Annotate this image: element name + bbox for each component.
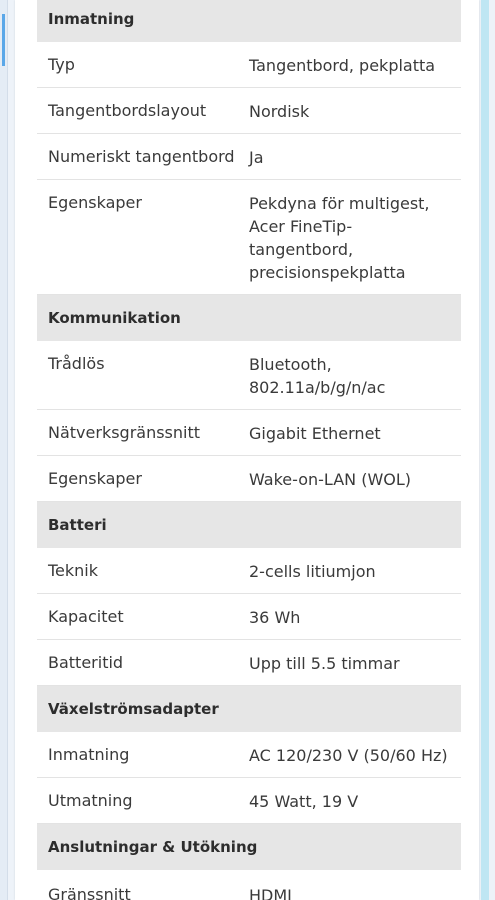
spec-value-line: Pekdyna för multigest, [249, 194, 430, 213]
spec-value [249, 353, 461, 399]
spec-value: 45 Watt, 19 V [249, 792, 359, 811]
spec-row [37, 548, 461, 594]
scrollbar-track[interactable] [481, 0, 489, 900]
section-header-kommunikation: Kommunikation [37, 295, 461, 341]
spec-row [37, 640, 461, 686]
spec-row [37, 134, 461, 180]
spec-row [37, 870, 461, 900]
spec-value-line: Bluetooth, [249, 355, 332, 374]
spec-label: Typ [48, 55, 75, 74]
spec-row [37, 42, 461, 88]
spec-value: Ja [249, 148, 264, 167]
spec-label: Batteritid [48, 653, 124, 672]
section-header-inmatning: Inmatning [37, 0, 461, 42]
spec-label: Numeriskt tangentbord [48, 147, 235, 166]
spec-value: AC 120/230 V (50/60 Hz) [249, 746, 448, 765]
spec-label: Utmatning [48, 791, 133, 810]
spec-label: Gränssnitt [48, 885, 131, 900]
spec-label: Kapacitet [48, 607, 124, 626]
spec-label: Egenskaper [48, 193, 142, 212]
spec-row [37, 410, 461, 456]
section-header-batteri: Batteri [37, 502, 461, 548]
spec-value-line: tangentbord, [249, 240, 354, 259]
spec-label: Trådlös [48, 354, 105, 373]
left-window-edge [0, 0, 8, 900]
spec-row [37, 456, 461, 502]
spec-table [37, 0, 461, 900]
section-header-vaxelstromsadapter: Växelströmsadapter [37, 686, 461, 732]
spec-value: HDMI [249, 886, 292, 900]
spec-value-line: Acer FineTip- [249, 217, 353, 236]
spec-row [37, 732, 461, 778]
spec-row [37, 778, 461, 824]
spec-label: Egenskaper [48, 469, 142, 488]
spec-value: 36 Wh [249, 608, 301, 627]
spec-value: Wake-on-LAN (WOL) [249, 470, 412, 489]
spec-value: Nordisk [249, 102, 310, 121]
left-edge-accent [2, 14, 5, 66]
spec-row [37, 341, 461, 410]
spec-value: Tangentbord, pekplatta [249, 56, 436, 75]
spec-label: Inmatning [48, 745, 130, 764]
spec-value: Upp till 5.5 timmar [249, 654, 400, 673]
spec-sheet [15, 0, 479, 900]
spec-value [249, 192, 461, 284]
spec-row [37, 594, 461, 640]
spec-row [37, 180, 461, 295]
spec-label: Tangentbordslayout [48, 101, 207, 120]
spec-value: 2-cells litiumjon [249, 562, 376, 581]
spec-row [37, 88, 461, 134]
section-header-anslutningar: Anslutningar & Utökning [37, 824, 461, 870]
spec-value-line: precisionspekplatta [249, 263, 406, 282]
spec-value-line: 802.11a/b/g/n/ac [249, 378, 386, 397]
spec-label: Nätverksgränssnitt [48, 423, 201, 442]
spec-value: Gigabit Ethernet [249, 424, 381, 443]
spec-label: Teknik [48, 561, 99, 580]
